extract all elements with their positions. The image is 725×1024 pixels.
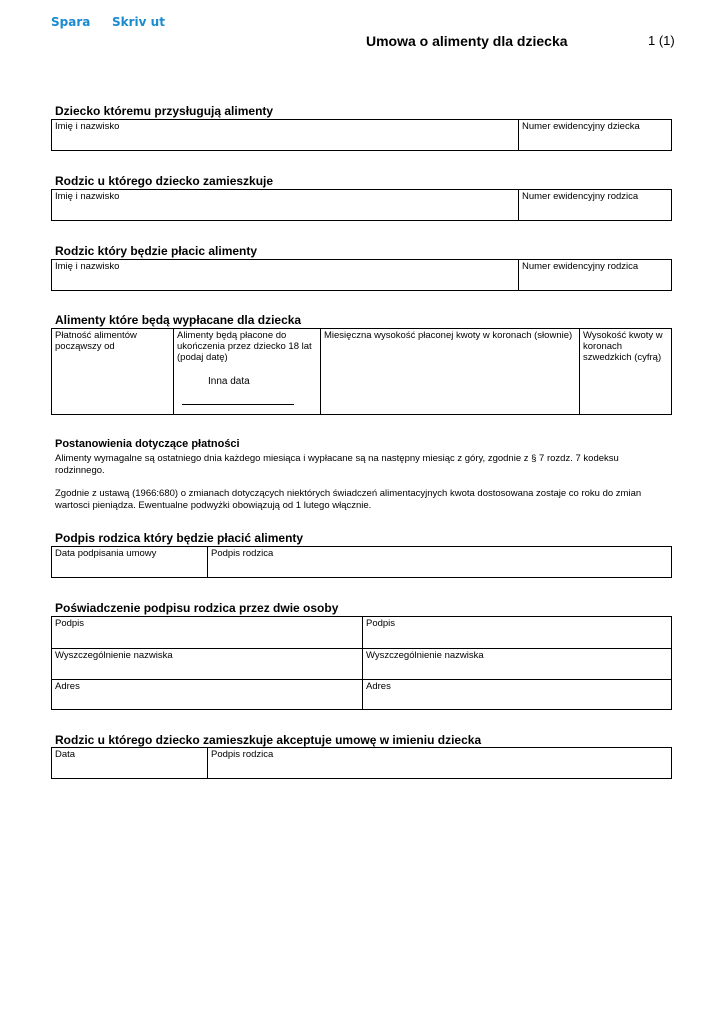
accept-sign-label: Podpis rodzica <box>211 749 274 760</box>
print-button[interactable]: Skriv ut <box>112 15 165 29</box>
accept-date-label: Data <box>55 749 76 760</box>
section-parent-paying-heading: Rodzic który będzie płacic alimenty <box>55 244 258 258</box>
witness-signature-row <box>52 617 671 648</box>
child-id-field[interactable] <box>518 120 671 150</box>
other-date-input[interactable] <box>182 404 294 405</box>
section-parent-living-heading: Rodzic u którego dziecko zamieszkuje <box>55 174 274 188</box>
signature-sign-field[interactable] <box>207 547 671 577</box>
parent-living-id-label: Numer ewidencyjny rodzica <box>522 191 639 202</box>
witness-1-address-label: Adres <box>55 681 80 692</box>
accept-fields-box <box>51 747 672 779</box>
page-number: 1 (1) <box>648 33 675 48</box>
witness-1-signature-field[interactable] <box>52 617 362 648</box>
parent-paying-id-label: Numer ewidencyjny rodzica <box>522 261 639 272</box>
witness-1-name-field[interactable] <box>52 649 362 680</box>
witness-1-address-field[interactable] <box>52 680 362 709</box>
payment-until-field[interactable] <box>173 329 320 414</box>
parent-living-fields-box <box>51 189 672 221</box>
amount-words-label: Miesięczna wysokość płaconej kwoty w koronach (słownie) <box>324 330 573 341</box>
witness-name-row <box>52 648 671 680</box>
witness-2-address-field[interactable] <box>362 680 671 709</box>
witness-1-signature-label: Podpis <box>55 618 85 629</box>
child-id-label: Numer ewidencyjny dziecka <box>522 121 640 132</box>
witness-2-signature-label: Podpis <box>366 618 396 629</box>
parent-paying-id-field[interactable] <box>518 260 671 290</box>
section-witness-heading: Poświadczenie podpisu rodzica przez dwie osoby <box>55 601 339 615</box>
payment-until-label: Alimenty będą płacone do ukończenia przez dziecko 18 lat (podaj datę) <box>177 330 312 363</box>
payment-start-label: Płatność alimentów począwszy od <box>55 330 137 352</box>
amount-digits-label: Wysokość kwoty w koronach szwedzkich (cyfrą) <box>583 330 663 363</box>
parent-paying-name-field[interactable] <box>52 260 518 290</box>
signature-fields-box <box>51 546 672 578</box>
parent-living-id-field[interactable] <box>518 190 671 220</box>
payment-start-field[interactable] <box>52 329 173 414</box>
amount-digits-field[interactable] <box>579 329 671 414</box>
signature-sign-label: Podpis rodzica <box>211 548 274 559</box>
save-button[interactable]: Spara <box>51 15 91 29</box>
signature-date-field[interactable] <box>52 547 207 577</box>
witness-address-row <box>52 679 671 709</box>
provisions-paragraph-1: Alimenty wymagalne są ostatniego dnia każdego miesiąca i wypłacane są na następny miesiąc z góry, zgodnie z § 7 rozdz. 7 kodeksu rodzinnego. <box>55 453 619 476</box>
amount-words-field[interactable] <box>320 329 579 414</box>
other-date-label: Inna data <box>208 376 250 387</box>
child-name-field[interactable] <box>52 120 518 150</box>
parent-living-name-label: Imię i nazwisko <box>55 191 120 202</box>
section-accept-heading: Rodzic u którego dziecko zamieszkuje akceptuje umowę w imieniu dziecka <box>55 733 482 747</box>
accept-sign-field[interactable] <box>207 748 671 778</box>
witness-2-name-label: Wyszczególnienie nazwiska <box>366 650 484 661</box>
witness-fields-box <box>51 616 672 710</box>
parent-paying-fields-box <box>51 259 672 291</box>
section-payments-heading: Alimenty które będą wypłacane dla dziecka <box>55 313 302 327</box>
parent-living-name-field[interactable] <box>52 190 518 220</box>
provisions-heading: Postanowienia dotyczące płatności <box>55 438 240 450</box>
witness-1-name-label: Wyszczególnienie nazwiska <box>55 650 173 661</box>
payments-fields-box <box>51 328 672 415</box>
signature-date-label: Data podpisania umowy <box>55 548 157 559</box>
witness-2-name-field[interactable] <box>362 649 671 680</box>
witness-2-signature-field[interactable] <box>362 617 671 648</box>
section-signature-heading: Podpis rodzica który będzie płacić alimenty <box>55 531 304 545</box>
accept-date-field[interactable] <box>52 748 207 778</box>
document-title: Umowa o alimenty dla dziecka <box>366 33 568 49</box>
child-name-label: Imię i nazwisko <box>55 121 120 132</box>
child-fields-box <box>51 119 672 151</box>
section-child-heading: Dziecko któremu przysługują alimenty <box>55 104 274 118</box>
provisions-paragraph-2: Zgodnie z ustawą (1966:680) o zmianach dotyczących niektórych świadczeń alimentacyjnych kwota dostosowana zostaje co roku do zmian wartosci pieniądza. Ewentualne podwyżki obowiązują od 1 lutego włącznie. <box>55 488 642 511</box>
witness-2-address-label: Adres <box>366 681 391 692</box>
parent-paying-name-label: Imię i nazwisko <box>55 261 120 272</box>
